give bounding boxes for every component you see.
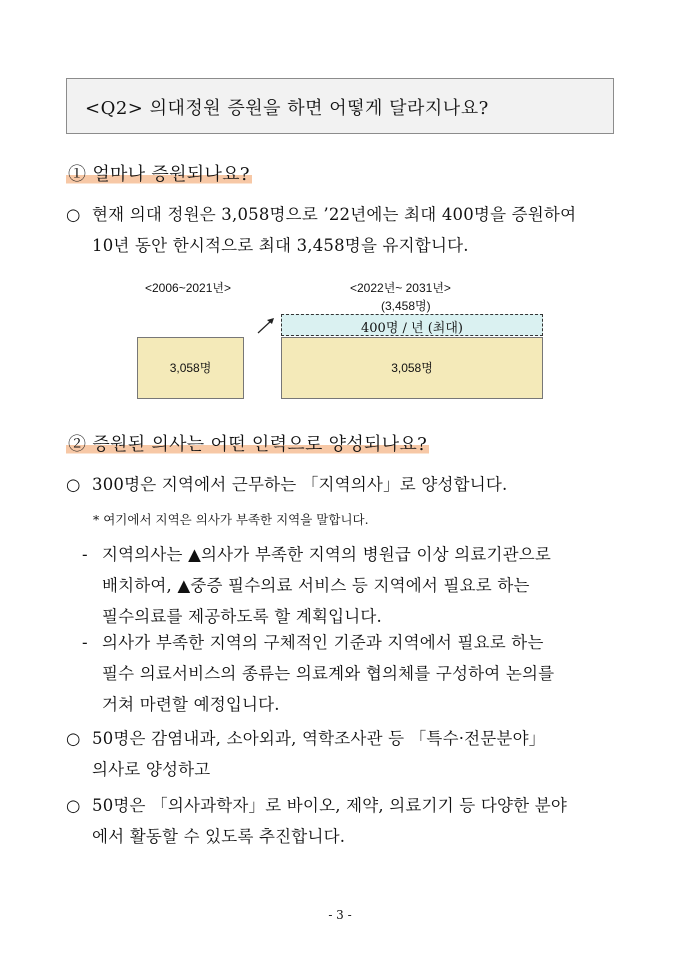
page-number: - 3 - <box>328 908 352 922</box>
paragraph-4-line-2: 에서 활동할 수 있도록 추진합니다. <box>92 827 346 846</box>
section-2-title: 증원된 의사는 어떤 인력으로 양성되나요? <box>92 434 428 455</box>
section-2-number: ② <box>68 434 87 455</box>
section-1-highlight <box>66 164 252 185</box>
section-2-heading <box>66 430 429 456</box>
paragraph-1-line-1 <box>66 199 576 230</box>
increase-arrow-icon <box>255 316 277 336</box>
old-quota-value: 3,058명 <box>169 361 212 375</box>
period-new-label: <2022년~ 2031년> <box>350 281 451 295</box>
period-old-label: <2006~2021년> <box>145 281 232 295</box>
bullet: ○ <box>66 475 81 494</box>
paragraph-2-text-1: 300명은 지역에서 근무하는 「지역의사」로 양성합니다. <box>92 475 508 494</box>
paragraph-4-text-1: 50명은 「의사과학자」로 바이오, 제약, 의료기기 등 다양한 분야 <box>92 796 567 815</box>
new-base-quota-value: 3,058명 <box>391 361 433 375</box>
paragraph-1-text-1: 현재 의대 정원은 3,058명으로 ’22년에는 최대 400명을 증원하여 <box>92 205 577 224</box>
paragraph-3 <box>66 723 545 785</box>
paragraph-4-line-1 <box>66 790 567 821</box>
paragraph-2-line-1 <box>66 469 508 500</box>
total-new-label: (3,458명) <box>381 299 431 313</box>
dash-item-1 <box>82 539 551 632</box>
dash-marker: - <box>82 633 88 652</box>
increase-label: 400명 / 년 (최대) <box>361 321 463 336</box>
dash-item-1-text-1: 지역의사는 ▲의사가 부족한 지역의 병원급 이상 의료기관으로 <box>102 545 552 564</box>
footnote: * 여기에서 지역은 의사가 부족한 지역을 말합니다. <box>93 512 369 527</box>
question-box <box>66 78 614 134</box>
paragraph-3-text-1: 50명은 감염내과, 소아외과, 역학조사관 등 「특수·전문분야」 <box>92 729 546 748</box>
dash-item-2-line-1 <box>82 627 554 658</box>
dash-item-2-line-2: 필수 의료서비스의 종류는 의료계와 협의체를 구성하여 논의를 <box>102 664 555 683</box>
paragraph-2 <box>66 469 508 500</box>
paragraph-4 <box>66 790 567 852</box>
dash-item-2-line-3: 거쳐 마련할 예정입니다. <box>102 695 280 714</box>
bullet: ○ <box>66 796 81 815</box>
bullet: ○ <box>66 729 81 748</box>
new-base-quota-box <box>281 337 543 399</box>
section-1-title: 얼마나 증원되나요? <box>92 164 250 185</box>
paragraph-1-line-2: 10년 동안 한시적으로 최대 3,458명을 유지합니다. <box>92 236 469 255</box>
old-quota-box <box>137 337 244 399</box>
section-1-heading <box>66 160 252 186</box>
increase-box <box>281 314 543 336</box>
dash-marker: - <box>82 545 88 564</box>
dash-item-1-line-1 <box>82 539 551 570</box>
paragraph-3-line-1 <box>66 723 545 754</box>
dash-item-2-text-1: 의사가 부족한 지역의 구체적인 기준과 지역에서 필요로 하는 <box>102 633 544 652</box>
paragraph-3-line-2: 의사로 양성하고 <box>92 760 211 779</box>
dash-item-2 <box>82 627 554 720</box>
dash-item-1-line-3: 필수의료를 제공하도록 할 계획입니다. <box>102 607 383 626</box>
section-1-number: ① <box>68 164 87 185</box>
paragraph-1 <box>66 199 576 261</box>
bullet: ○ <box>66 205 81 224</box>
question-title: <Q2> 의대정원 증원을 하면 어떻게 달라지나요? <box>85 98 489 119</box>
dash-item-1-line-2: 배치하여, ▲중증 필수의료 서비스 등 지역에서 필요로 하는 <box>102 576 530 595</box>
section-2-highlight <box>66 434 429 455</box>
